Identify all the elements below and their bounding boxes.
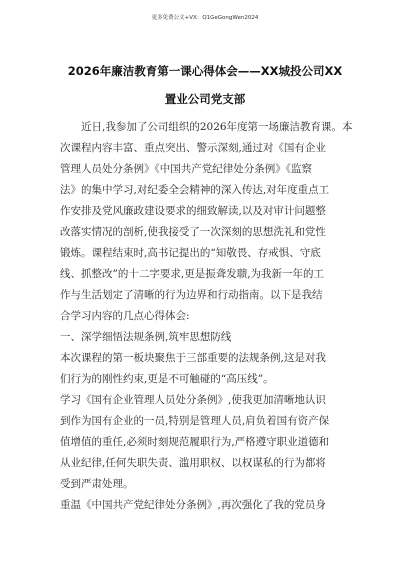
body-line: 们行为的刚性约束,更是不可触碰的“高压线”。	[60, 373, 274, 385]
section-heading: 一、深学细悟法规条例,筑牢思想防线	[60, 331, 232, 343]
body-line: 值增值的重任,必须时刻规范履职行为,严格遵守职业道德和	[60, 436, 330, 448]
body-line: 受到严肃处理。	[60, 478, 134, 490]
title-line-1: 2026年廉洁教育第一课心得体会——XX城投公司XX	[67, 64, 343, 78]
body-line: 到作为国有企业的一员,特别是管理人员,肩负着国有资产保	[60, 415, 330, 427]
body-line: 法》的集中学习,对纪委全会精神的深入传达,对年度重点工	[60, 184, 330, 196]
title-line-2: 置业公司党支部	[164, 92, 246, 106]
body-line: 锻炼。课程结束时,高书记提出的“知敬畏、存戒惧、守底	[60, 247, 321, 259]
body-line: 管理人员处分条例》《中国共产党纪律处分条例》《监察	[60, 163, 312, 175]
body-line: 线、抓整改”的十二字要求,更是振聋发聩,为我新一年的工	[60, 268, 325, 280]
body-line: 改落实情况的剖析,使我接受了一次深刻的思想洗礼和党性	[60, 226, 326, 238]
body-line: 从业纪律,任何失职失责、滥用职权、以权谋私的行为都将	[60, 457, 326, 469]
body-line: 重温《中国共产党纪律处分条例》,再次强化了我的党员身	[60, 499, 326, 511]
body-line: 本次课程的第一板块聚焦于三部重要的法规条例,这是对我	[60, 352, 326, 364]
header-note: 更多免费公文+VX：Q1GeGongWen2024	[151, 15, 259, 21]
document-title	[38, 57, 372, 113]
document-body	[60, 117, 352, 516]
body-line: 作与生活划定了清晰的行为边界和行动指南。以下是我结	[60, 289, 323, 301]
body-line: 近日,我参加了公司组织的2026年度第一场廉洁教育课。本	[81, 121, 353, 133]
body-line: 合学习内容的几点心得体会:	[60, 310, 190, 322]
body-line: 作安排及党风廉政建设要求的细致解读,以及对审计问题整	[60, 205, 326, 217]
body-line: 次课程内容丰富、重点突出、警示深刻,通过对《国有企业	[60, 142, 326, 154]
body-line: 学习《国有企业管理人员处分条例》,使我更加清晰地认识	[60, 394, 326, 406]
